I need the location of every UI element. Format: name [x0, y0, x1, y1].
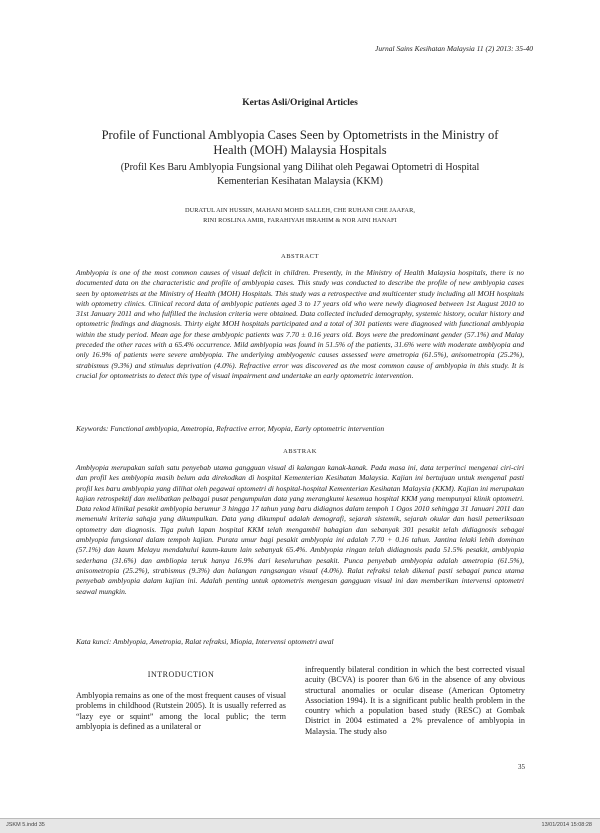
- introduction-heading: INTRODUCTION: [147, 670, 215, 679]
- body-column-right: [305, 665, 525, 737]
- author-list: [130, 206, 470, 226]
- journal-citation: Jurnal Sains Kesihatan Malaysia 11 (2) 2013: 35-40: [375, 44, 533, 53]
- abstract-keywords: Keywords: Functional amblyopia, Ametropia, Refractive error, Myopia, Early optometric intervention: [76, 424, 385, 433]
- abstrak-keywords: Kata kunci: Amblyopia, Ametropia, Ralat refraksi, Miopia, Intervensi optometri awal: [76, 637, 334, 646]
- section-label: Kertas Asli/Original Articles: [242, 98, 358, 108]
- article-title: Profile of Functional Amblyopia Cases Seen by Optometrists in the Ministry of Health (MOH) Malaysia Hospitals: [101, 128, 499, 157]
- abstract-heading: ABSTRACT: [281, 253, 319, 260]
- footer-timestamp: 13/01/2014 15:08:28: [541, 822, 592, 828]
- body-column-left: [76, 665, 286, 732]
- introduction-text-right: infrequently bilateral condition in which the best corrected visual acuity (BCVA) is poorer than 6/6 in the absence of any obvious structural anomalies or ocular disease (American Optometry Association 1994). It is a significant public health problem in the country which a population based study (RESC) at Gombak District in 2004 estimated a 2% prevalence of amblyopia in Malaysia. The study also: [305, 665, 525, 736]
- introduction-text-left: Amblyopia remains as one of the most frequent causes of visual problems in childhood (Rutstein 2005). It is usually referred as “lazy eye or squint” among the local public; the term amblyopia is defined as a unilateral or: [76, 691, 286, 731]
- authors-line-1: DURATUL AIN HUSSIN, MAHANI MOHD SALLEH, CHE RUHANI CHE JAAFAR,: [184, 207, 416, 214]
- abstrak-text: Amblyopia merupakan salah satu penyebab utama gangguan visual di kalangan kanak-kanak. Pada masa ini, data terperinci mengenai ciri-ciri dan profil kes amblyopia masih belum ada direkodkan di hospital Kementerian Kesihatan Malaysia. Kajian ini bertujuan untuk mengenal pasti profil kes baru amblyopia yang dilihat oleh pegawai optometri di hospital-hospital Kementerian Kesihatan Malaysia (KKM). Kajian ini merupakan kajian retrospektif dan melibatkan pelbagai pusat pengumpulan data yang merangkumi kesemua hospital KKM yang mempunyai klinik optometri. Data rekod klinikal pesakit amblyopia berumur 3 hingga 17 tahun yang baru didiagnos dalam tempoh 1 Ogos 2010 sehingga 31 Januari 2011 dan memenuhi kriteria sahaja yang dikumpulkan. Data yang dikumpul adalah demografi, sejarah sistemik, sejarah okular dan hasil pemeriksaan optometry dan diagnosis. Tiga puluh lapan hospital KKM telah mengambil bahagian dan sebanyak 301 pesakit telah didiagnosis sebagai amblyopia fungsional dalam tempoh kajian. Purata umur bagi pesakit amblyopia ini adalah 7.70 + 0.16 tahun. Jantina lelaki lebih dominan (57.1%) dan kaum Melayu mendahului kaum-kaum lain sebanyak 65.4%. Amblyopia ringan telah didiagnosis pada 51.5% pesakit, amblyopia sederhana (31.6%) dan ambliopia teruk hanya 16.9% dari keseluruhan pesakit. Punca penyebab amblyopia adalah ametropia (61.5%), anisometropia (25.2%), strabismus (9.3%) dan halangan rangsangan visual (4.0%). Ralat refraksi telah dikenal pasti sebagai punca utama penyebab amblyopia dalam kajian ini. Adalah penting untuk optometris mengesan gangguan visual ini dan memberikan intervensi optometri seawal mungkin.: [76, 463, 524, 596]
- abstract-text: Amblyopia is one of the most common causes of visual deficit in children. Presently, in the Ministry of Health Malaysia hospitals, there is no documented data on the characteristic and profile of amblyopia cases. This study was conducted to describe the profile of new amblyopia cases seen by optometrists at the Ministry of Health (MOH) Hospitals. This study was a retrospective and multicenter study including all MOH hospitals with optometry clinics. Clinical record data of amblyopic patients aged 3 to 17 years old who were newly diagnosed between 1st August 2010 to 31st January 2011 and who fulfilled the inclusion criteria were obtained. Data collected included demography, systemic history, ocular history and optometric findings and diagnosis. Thirty eight MOH hospitals participated and a total of 301 patients were diagnosed with functional amblyopia within the study period. Mean age for these amblyopic patients was 7.70 ± 0.16 years old. Boys were the predominant gender (57.1%) and Malay preceded the other races with a 65.4% occurrence. Mild amblyopia was found in 51.5% of the patients, 31.6% were with moderate amblyopia and only 16.9% of patients were severe amblyopia. The underlying amblyogenic causes assessed were ametropia (61.5%), anisometropia (25.2%), strabismus (9.3%) and stimulus deprivation (4.0%). Refractive error was discovered as the most common cause of amblyopia in this study. It is crucial for optometrists to detect this type of visual impairment and undertake an early optometric intervention.: [76, 268, 524, 380]
- footer-file-label: JSKM 5.indd 35: [6, 822, 45, 828]
- article-subtitle-malay: (Profil Kes Baru Amblyopia Fungsional yang Dilihat oleh Pegawai Optometri di Hospital Kementerian Kesihatan Malaysia (KKM): [120, 162, 480, 187]
- abstrak-heading: ABSTRAK: [283, 448, 317, 455]
- print-footer: [0, 819, 600, 833]
- page-number: 35: [518, 763, 525, 771]
- authors-line-2: RINI ROSLINA AMIR, FARAHIYAH IBRAHIM & NOR AINI HANAFI: [203, 217, 397, 224]
